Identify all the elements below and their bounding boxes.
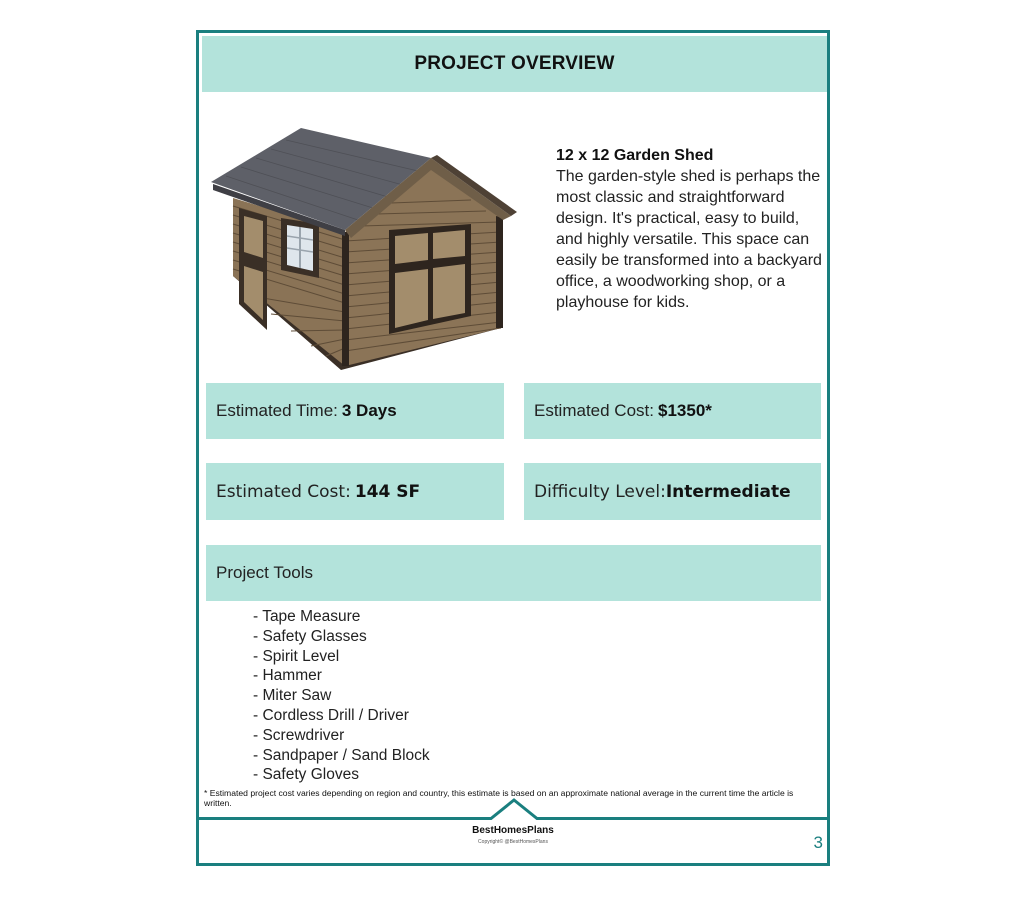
difficulty-value: Intermediate <box>665 481 791 502</box>
list-item: - Safety Glasses <box>253 627 367 645</box>
list-item: - Sandpaper / Sand Block <box>253 746 430 764</box>
estimated-area-value: 144 SF <box>354 481 421 502</box>
list-item: - Cordless Drill / Driver <box>253 706 409 724</box>
estimated-time-value: 3 Days <box>341 401 397 420</box>
copyright-text: Copyright© @BestHomesPlans <box>478 839 548 845</box>
estimated-area-label: Estimated Cost: <box>216 481 351 502</box>
list-item: - Hammer <box>253 667 322 685</box>
list-item: - Spirit Level <box>253 647 340 665</box>
difficulty-label: Difficulty Level: <box>534 481 666 502</box>
tools-list <box>253 607 430 785</box>
project-description-block <box>556 145 826 313</box>
list-item: - Safety Gloves <box>253 766 359 784</box>
document-page <box>196 30 830 866</box>
estimated-time-label: Estimated Time: <box>216 401 338 420</box>
page-number: 3 <box>813 833 823 852</box>
title-bar <box>202 36 827 92</box>
list-item: - Screwdriver <box>253 726 345 744</box>
project-tools-heading-box <box>206 545 821 601</box>
brand-name: BestHomesPlans <box>472 825 554 836</box>
list-item: - Miter Saw <box>253 687 332 705</box>
project-name: 12 x 12 Garden Shed <box>556 147 714 164</box>
list-item: - Tape Measure <box>253 608 361 625</box>
estimated-cost-box <box>524 383 821 439</box>
footer-divider <box>199 789 827 829</box>
project-description: The garden-style shed is perhaps the most classic and straightforward design. It's practical, easy to build, and highly versatile. This space can easily be transformed into a backyard office, a woodworking shop, or a playhouse for kids. <box>556 168 822 311</box>
cost-footnote: * Estimated project cost varies depending on region and country, this estimate is based on an approximate national average in the current time the article is written. <box>204 788 794 808</box>
page-title: PROJECT OVERVIEW <box>414 53 615 74</box>
difficulty-box <box>524 463 821 520</box>
estimated-time-box <box>206 383 504 439</box>
shed-illustration <box>211 108 521 373</box>
estimated-cost-value: $1350* <box>658 401 712 420</box>
project-tools-heading: Project Tools <box>216 563 314 582</box>
estimated-cost-label: Estimated Cost: <box>534 401 654 420</box>
estimated-area-box <box>206 463 504 520</box>
